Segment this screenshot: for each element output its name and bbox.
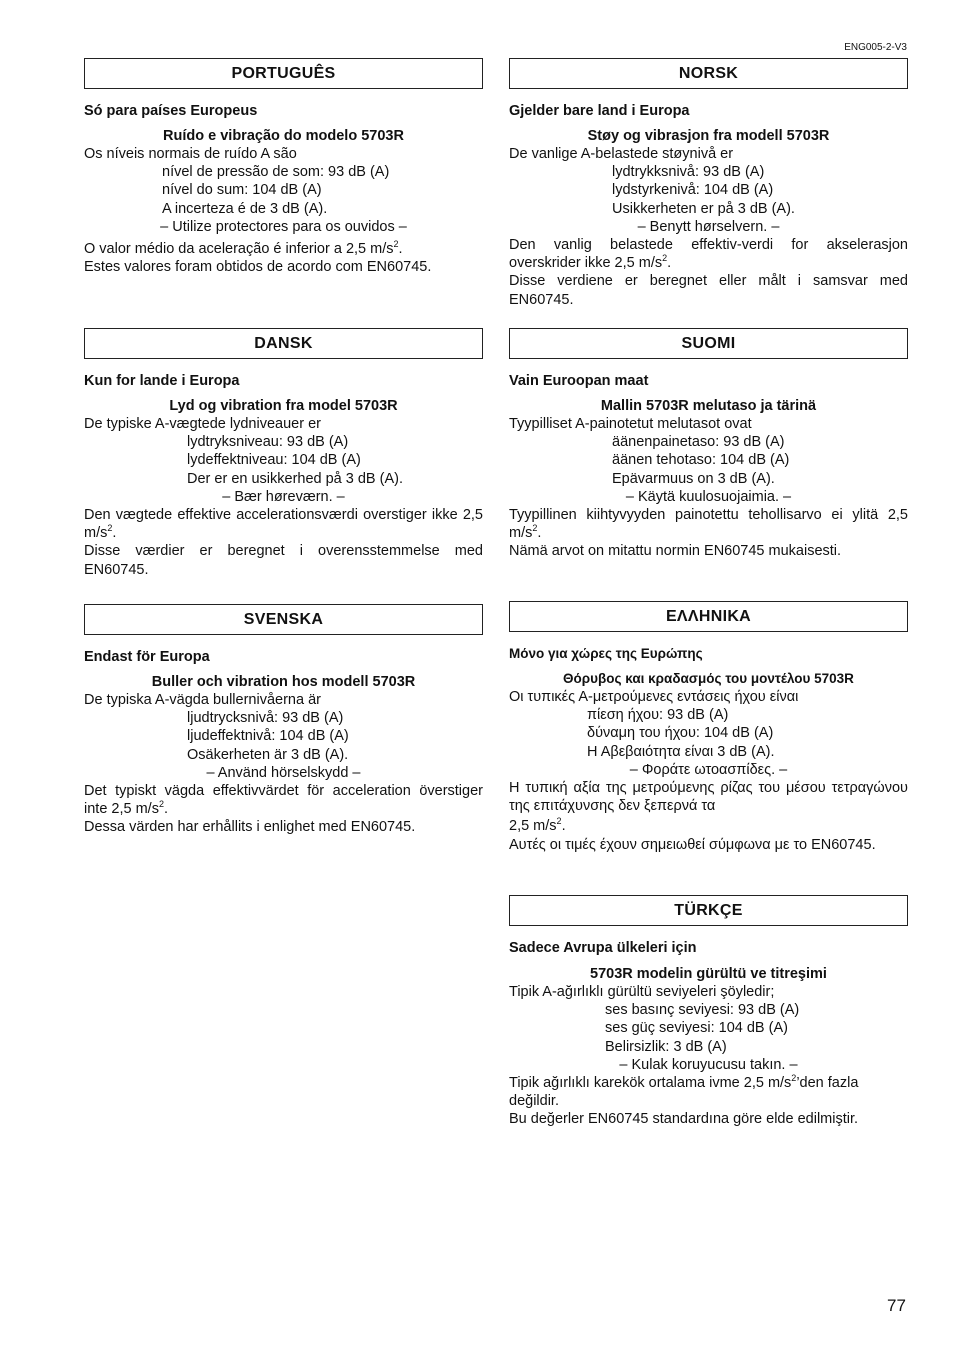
intro-text: Os níveis normais de ruído A são <box>84 146 297 162</box>
section-portugues <box>84 58 483 276</box>
section-suomi <box>509 328 908 561</box>
subtitle: Buller och vibration hos modell 5703R <box>151 674 416 690</box>
sound-pressure: nível de pressão de som: 93 dB (A) <box>162 164 390 181</box>
subtitle: 5703R modelin gürültü ve titreşimi <box>590 966 827 982</box>
section-ellinika <box>509 601 908 854</box>
region-note: Vain Euroopan maat <box>509 373 649 389</box>
intro-text: Οι τυπικές Α-μετρούμενες εντάσεις ήχου είναι <box>509 689 799 705</box>
sound-pressure: ljudtrycksnivå: 93 dB (A) <box>187 710 344 727</box>
uncertainty: Der er en usikkerhed på 3 dB (A). <box>187 470 403 487</box>
document-code: ENG005-2-V3 <box>844 42 907 53</box>
standard-text: Αυτές οι τιμές έχουν σημειωθεί σύμφωνα με το EN60745. <box>509 836 876 853</box>
standard-text: Estes valores foram obtidos de acordo com EN60745. <box>84 259 432 276</box>
sound-power: lydeffektniveau: 104 dB (A) <box>187 452 361 469</box>
region-note: Endast för Europa <box>84 649 210 665</box>
standard-text: Bu değerler EN60745 standardına göre elde edilmiştir. <box>509 1111 859 1128</box>
subtitle: Ruído e vibração do modelo 5703R <box>163 128 404 144</box>
subtitle: Støy og vibrasjon fra modell 5703R <box>587 128 830 144</box>
section-turkce <box>509 895 908 1129</box>
sound-pressure: ses basınç seviyesi: 93 dB (A) <box>605 1002 800 1019</box>
hearing-warning: – Käytä kuulosuojaimia. – <box>625 488 792 505</box>
acceleration-text: Den vægtede effektive accelerationsværdi overstiger ikke 2,5 $m/s^2$. <box>84 507 483 542</box>
sound-pressure: lydtryksniveau: 93 dB (A) <box>187 434 349 451</box>
acceleration-text: Det typiskt vägda effektivvärdet för acceleration överstiger inte 2,5 $m/s^2$. <box>84 783 483 818</box>
intro-text: De vanlige A-belastede støynivå er <box>509 146 734 162</box>
sound-pressure: πίεση ήχου: 93 dB (A) <box>587 707 729 724</box>
sound-power: lydstyrkenivå: 104 dB (A) <box>612 182 774 199</box>
intro-text: De typiske A-vægtede lydniveauer er <box>84 416 321 432</box>
sound-pressure: äänenpainetaso: 93 dB (A) <box>612 434 785 451</box>
section-svenska <box>84 604 483 837</box>
standard-text: Dessa värden har erhållits i enlighet med EN60745. <box>84 819 416 836</box>
acceleration-text: Tipik ağırlıklı karekök ortalama ivme 2,5 $m/s^2’den$ fazla değildir. <box>509 1073 859 1110</box>
acceleration-text: Den vanlig belastede effektiv-verdi for akselerasjon overskrider ikke 2,5 $m/s^2$. <box>509 237 908 272</box>
uncertainty: Epävarmuus on 3 dB (A). <box>612 470 775 487</box>
sound-power: ses güç seviyesi: 104 dB (A) <box>605 1020 788 1037</box>
section-title: ΕΛΛΗΝΙΚΑ <box>509 601 908 632</box>
section-title: NORSK <box>509 58 908 89</box>
hearing-warning: – Bær høreværn. – <box>222 488 345 505</box>
section-title: DANSK <box>84 328 483 359</box>
sound-power: äänen tehotaso: 104 dB (A) <box>612 452 790 469</box>
region-note: Μόνο για χώρες της Ευρώπης <box>509 646 703 661</box>
subtitle: Θόρυβος και κραδασμός του μοντέλου 5703R <box>563 671 854 686</box>
sound-power: nível do sum: 104 dB (A) <box>162 182 322 199</box>
uncertainty: Belirsizlik: 3 dB (A) <box>605 1038 727 1055</box>
sound-power: ljudeffektnivå: 104 dB (A) <box>187 728 349 745</box>
sound-pressure: lydtrykksnivå: 93 dB (A) <box>612 164 765 181</box>
region-note: Kun for lande i Europa <box>84 373 240 389</box>
subtitle: Mallin 5703R melutaso ja tärinä <box>600 398 817 414</box>
uncertainty: Osäkerheten är 3 dB (A). <box>187 746 349 763</box>
uncertainty: A incerteza é de 3 dB (A). <box>162 200 328 217</box>
section-norsk <box>509 58 908 309</box>
intro-text: Tipik A-ağırlıklı gürültü seviyeleri şöyledir; <box>509 984 775 1000</box>
hearing-warning: – Benytt hørselvern. – <box>637 218 780 235</box>
standard-text: Nämä arvot on mitattu normin EN60745 mukaisesti. <box>509 543 842 560</box>
region-note: Só para países Europeus <box>84 103 258 119</box>
subtitle: Lyd og vibration fra model 5703R <box>169 398 398 414</box>
uncertainty: Usikkerheten er på 3 dB (A). <box>612 200 795 217</box>
section-title: TÜRKÇE <box>509 895 908 926</box>
region-note: Sadece Avrupa ülkeleri için <box>509 940 697 956</box>
hearing-warning: – Använd hörselskydd – <box>206 764 361 781</box>
hearing-warning: – Utilize protectores para os ouvidos – <box>160 218 407 235</box>
section-title: PORTUGUÊS <box>84 58 483 89</box>
page-number: 77 <box>887 1296 906 1315</box>
uncertainty: Η Αβεβαιότητα είναι 3 dB (A). <box>587 743 775 760</box>
region-note: Gjelder bare land i Europa <box>509 103 690 119</box>
standard-text: Disse værdier er beregnet i overensstemmelse med EN60745. <box>84 543 483 578</box>
acceleration-text: O valor médio da aceleração é inferior a 2,5 $m/s^2$. <box>84 239 403 258</box>
section-dansk <box>84 328 483 579</box>
hearing-warning: – Kulak koruyucusu takın. – <box>619 1056 798 1073</box>
intro-text: De typiska A-vägda bullernivåerna är <box>84 692 321 708</box>
sound-power: δύναμη του ήχου: 104 dB (A) <box>587 725 774 742</box>
hearing-warning: – Φοράτε ωτοασπίδες. – <box>629 761 788 778</box>
section-title: SUOMI <box>509 328 908 359</box>
intro-text: Tyypilliset A-painotetut melutasot ovat <box>509 416 752 432</box>
acceleration-text: Tyypillinen kiihtyvyyden painotettu tehollisarvo ei ylitä 2,5 $m/s^2$. <box>509 507 908 542</box>
standard-text: Disse verdiene er beregnet eller målt i samsvar med EN60745. <box>509 273 908 308</box>
section-title: SVENSKA <box>84 604 483 635</box>
acceleration-text: Η τυπική αξία της μετρούμενης ρίζας του μέσου τετραγώνου της επιτάχυνσης δεν ξεπερνά τα <box>509 780 908 815</box>
acceleration-value: 2,5 $m/s^2$. <box>509 816 566 835</box>
